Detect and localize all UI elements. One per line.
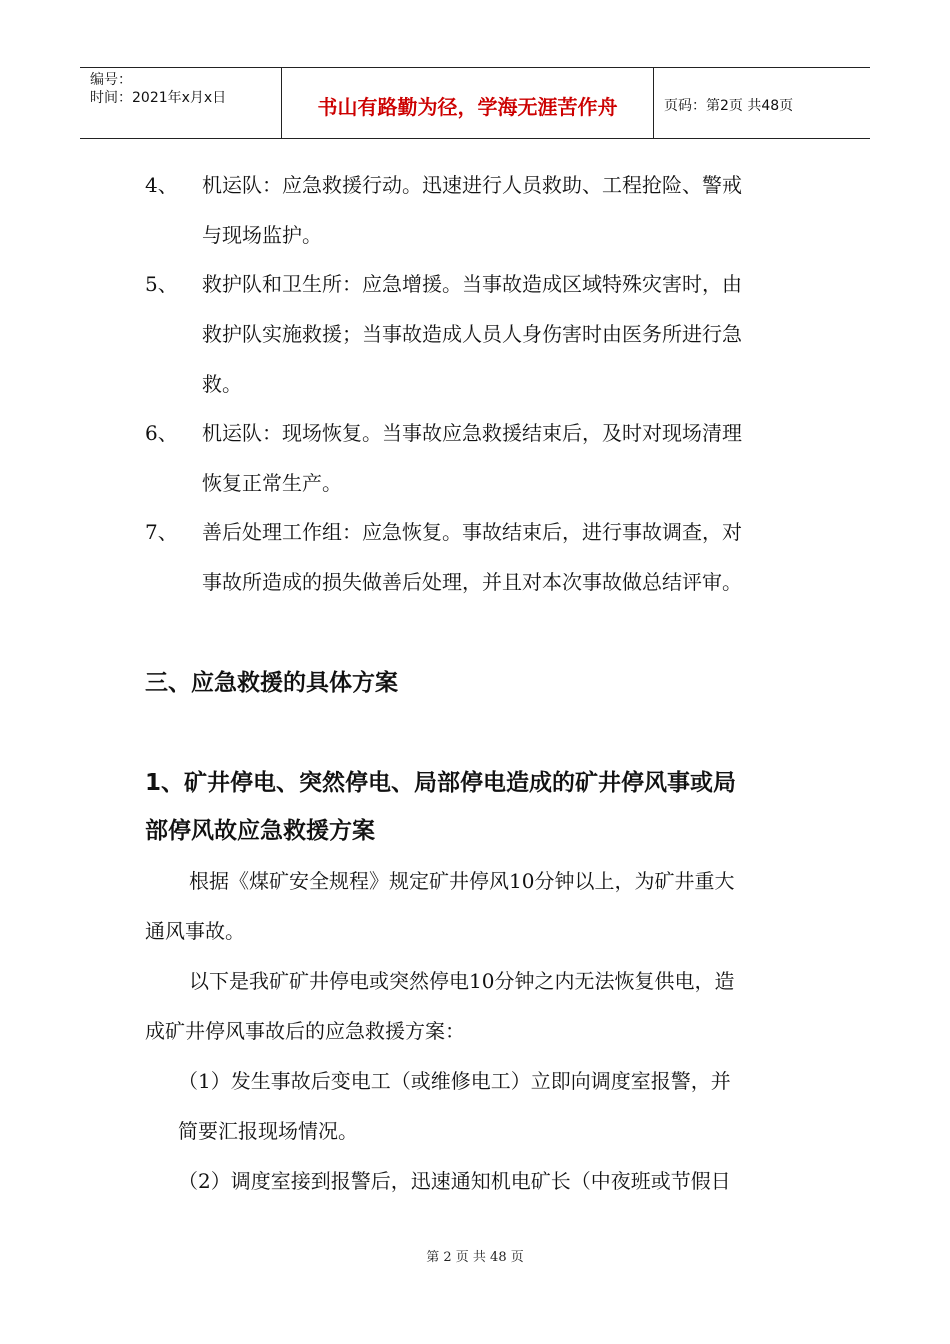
list-item-text: 救。 — [202, 372, 242, 396]
paragraph — [145, 856, 810, 956]
document-number: 编号： — [90, 72, 132, 88]
page-header — [80, 67, 870, 139]
header-motto: 书山有路勤为径，学海无涯苦作舟 — [282, 68, 654, 138]
paragraph-line: （2）调度室接到报警后，迅速通知机电矿长（中夜班或节假日 — [178, 1169, 731, 1193]
paragraph-line: 成矿井停风事故后的应急救援方案： — [145, 1019, 465, 1043]
paragraph — [145, 956, 810, 1056]
paragraph-line: 以下是我矿矿井停电或突然停电10分钟之内无法恢复供电，造 — [189, 969, 735, 993]
paragraph-line: 简要汇报现场情况。 — [178, 1119, 358, 1143]
paragraph-line: 通风事故。 — [145, 919, 245, 943]
list-item-number: 7、 — [145, 520, 178, 544]
list-item-text: 善后处理工作组：应急恢复。事故结束后，进行事故调查，对 — [202, 520, 742, 544]
page-footer: 第 2 页 共 48 页 — [426, 1250, 524, 1265]
section-heading: 三、应急救援的具体方案 — [145, 670, 398, 696]
header-meta — [80, 68, 282, 138]
list-item-text: 救护队实施救援；当事故造成人员人身伤害时由医务所进行急 — [202, 322, 742, 346]
paragraph — [178, 1156, 810, 1206]
list-item-number: 5、 — [145, 272, 178, 296]
header-page-info: 页码：第2页 共48页 — [664, 98, 794, 114]
list-item-text: 机运队：应急救援行动。迅速进行人员救助、工程抢险、警戒 — [202, 173, 742, 197]
list-item-text: 救护队和卫生所：应急增援。当事故造成区域特殊灾害时，由 — [202, 272, 742, 296]
document-date: 时间：2021年x月x日 — [90, 90, 227, 106]
paragraph — [178, 1056, 810, 1156]
list-item-text: 与现场监护。 — [202, 223, 322, 247]
paragraph-line: （1）发生事故后变电工（或维修电工）立即向调度室报警，并 — [178, 1069, 731, 1093]
subsection-heading-line: 部停风故应急救援方案 — [145, 818, 375, 844]
list-item-text: 机运队：现场恢复。当事故应急救援结束后，及时对现场清理 — [202, 421, 742, 445]
subsection-heading-line: 1、矿井停电、突然停电、局部停电造成的矿井停风事或局 — [145, 770, 737, 796]
list-item-number: 6、 — [145, 421, 178, 445]
list-item-text: 事故所造成的损失做善后处理，并且对本次事故做总结评审。 — [202, 570, 742, 594]
list-item-text: 恢复正常生产。 — [202, 471, 342, 495]
list-item-number: 4、 — [145, 173, 178, 197]
paragraph-line: 根据《煤矿安全规程》规定矿井停风10分钟以上，为矿井重大 — [189, 869, 735, 893]
subsection-heading — [145, 759, 810, 855]
